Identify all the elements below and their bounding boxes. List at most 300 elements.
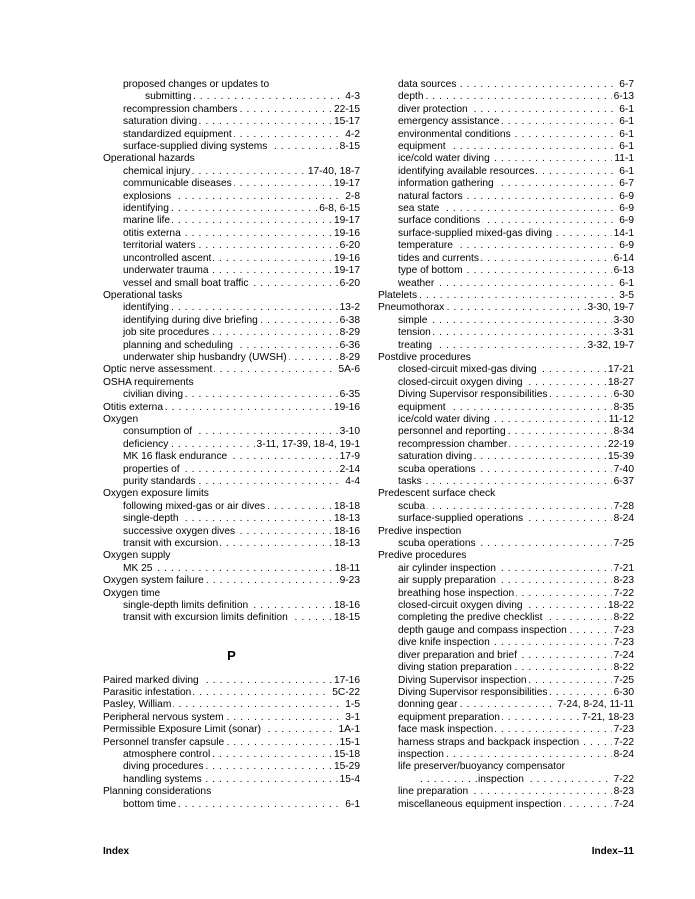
index-entry <box>103 774 360 786</box>
index-entry-page: 7-22 <box>613 736 634 748</box>
index-entry-term: depth gauge and compass inspection <box>398 624 567 636</box>
index-entry-page: 3-1 <box>345 711 360 723</box>
index-entry <box>103 724 360 736</box>
index-entry-term: tension <box>398 327 431 339</box>
index-entry-term: chemical injury <box>123 165 191 177</box>
index-entry-term: diver preparation and brief <box>398 649 517 661</box>
index-entry-page: 6-8, 6-15 <box>319 203 360 215</box>
index-entry <box>103 501 360 513</box>
index-entry-page: 17-40, 18-7 <box>307 165 360 177</box>
index-entry <box>378 513 634 525</box>
index-entry <box>378 699 634 711</box>
index-entry-term: environmental conditions <box>398 128 511 140</box>
index-entry <box>378 526 634 538</box>
index-entry-term: Oxygen time <box>103 587 161 599</box>
index-entry <box>378 749 634 761</box>
index-entry-page: 4-2 <box>345 128 360 140</box>
index-entry <box>378 327 634 339</box>
index-entry <box>103 79 360 91</box>
index-entry <box>103 364 360 376</box>
index-entry-term: information gathering <box>398 178 494 190</box>
index-entry-page: 18-22 <box>607 600 634 612</box>
index-entry <box>103 402 360 414</box>
index-entry-page: 11-12 <box>608 413 634 425</box>
index-entry <box>103 141 360 153</box>
index-entry <box>378 451 634 463</box>
index-entry-term: OSHA requirements <box>103 376 194 388</box>
index-entry-page: 18-11 <box>334 562 360 574</box>
index-entry-page: 7-40 <box>613 463 634 475</box>
index-entry <box>378 364 634 376</box>
index-entry-term: breathing hose inspection <box>398 587 515 599</box>
index-entry <box>103 687 360 699</box>
index-entry <box>378 439 634 451</box>
index-entry-term: communicable diseases <box>123 178 232 190</box>
index-entry-term: scuba <box>398 500 426 512</box>
index-entry <box>378 426 634 438</box>
index-entry-term: completing the predive checklist <box>398 612 543 624</box>
index-entry-page: 17-21 <box>607 364 634 376</box>
index-entry <box>378 538 634 550</box>
index-entry-page: 18-13 <box>333 513 360 525</box>
index-entry-term: identifying available resources <box>398 165 535 177</box>
index-entry <box>103 761 360 773</box>
index-entry <box>103 526 360 538</box>
index-entry <box>103 389 360 401</box>
index-entry-term: Pneumothorax <box>378 302 445 314</box>
index-entry <box>103 265 360 277</box>
index-entry <box>103 290 360 302</box>
index-entry <box>103 377 360 389</box>
index-entry <box>103 302 360 314</box>
index-entry <box>378 761 634 773</box>
index-entry <box>378 600 634 612</box>
index-entry-page: 15-4 <box>339 773 360 785</box>
index-entry-term: Postdive procedures <box>378 351 471 363</box>
index-entry-page: 6-1 <box>619 277 634 289</box>
index-entry-term: dive knife inspection <box>398 637 490 649</box>
index-entry-term: Pasley, William <box>103 699 172 711</box>
index-entry-page: 7-25 <box>613 538 634 550</box>
index-entry <box>103 799 360 811</box>
index-entry-page: 19-16 <box>333 227 360 239</box>
index-entry <box>103 166 360 178</box>
index-entry-term: standardized equipment <box>123 128 232 140</box>
index-entry <box>103 352 360 364</box>
index-entry-page: 22-15 <box>333 103 360 115</box>
index-entry <box>103 129 360 141</box>
index-entry-page: 6-20 <box>339 240 360 252</box>
index-entry-page: 6-14 <box>613 252 634 264</box>
index-entry-term: purity standards <box>123 476 196 487</box>
index-entry-page: 18-18 <box>333 500 360 512</box>
index-entry-page: 6-9 <box>619 215 634 227</box>
index-entry <box>378 340 634 352</box>
index-entry-page: 7-25 <box>613 674 634 686</box>
index-entry-term: bottom time <box>123 798 177 810</box>
index-entry-page: 15-39 <box>607 451 634 463</box>
index-entry <box>103 253 360 265</box>
index-entry <box>378 612 634 624</box>
index-entry-page: 3-31 <box>613 327 634 339</box>
index-entry-term: tides and currents <box>398 252 479 264</box>
index-entry-page: 8-23 <box>613 575 634 587</box>
index-entry <box>103 215 360 227</box>
index-entry-term: underwater trauma <box>123 265 209 277</box>
index-entry <box>103 786 360 798</box>
index-entry-page: 18-27 <box>607 376 634 388</box>
index-entry-page: 6-1 <box>619 128 634 140</box>
index-entry-term: successive oxygen dives <box>123 525 236 537</box>
footer-page-number: Index–11 <box>591 846 634 857</box>
index-entry <box>103 240 360 252</box>
index-entry-term: diving station preparation <box>398 662 512 674</box>
index-entry-term: marine life <box>123 215 170 227</box>
index-entry-page: 6-1 <box>619 141 634 153</box>
index-entry <box>378 129 634 141</box>
index-entry-term: weather <box>398 277 435 289</box>
index-entry-term: equipment <box>398 401 446 413</box>
index-entry <box>103 116 360 128</box>
index-entry-term: diver protection <box>398 103 468 115</box>
index-entry-page: 5A-6 <box>338 364 360 376</box>
index-entry <box>378 178 634 190</box>
index-entry <box>103 563 360 575</box>
index-entry <box>103 538 360 550</box>
index-entry-page: 7-24, 8-24, 11-11 <box>557 699 634 711</box>
index-entry-term: inspection <box>398 748 444 760</box>
index-entry <box>378 650 634 662</box>
index-entry-term: simple <box>398 314 428 326</box>
index-entry-term: single-depth <box>123 513 179 525</box>
index-entry-term: saturation diving <box>123 116 198 128</box>
index-entry <box>378 464 634 476</box>
index-entry-page: 6-7 <box>619 79 634 90</box>
index-entry-term: Predescent surface check <box>378 488 496 500</box>
index-entry-page: 6-13 <box>613 91 634 103</box>
index-entry-page: 19-17 <box>333 178 360 190</box>
index-entry-term: closed-circuit oxygen diving <box>398 600 523 612</box>
index-entry-page: 6-1 <box>619 116 634 128</box>
index-entry <box>378 265 634 277</box>
index-entry <box>103 737 360 749</box>
index-entry-page: 7-24 <box>613 649 634 661</box>
index-entry-page: 22-19 <box>607 438 634 450</box>
index-entry-term: MK 25 <box>123 562 153 574</box>
index-entry-term: Diving Supervisor inspection <box>398 674 527 686</box>
index-entry <box>103 712 360 724</box>
index-entry <box>378 290 634 302</box>
index-entry <box>378 662 634 674</box>
index-entry-term: job site procedures <box>123 327 210 339</box>
index-entry-page: 6-30 <box>613 686 634 698</box>
index-entry-page: 4-3 <box>345 91 360 103</box>
index-entry-term: uncontrolled ascent <box>123 252 212 264</box>
index-entry-page: 18-16 <box>333 600 360 612</box>
index-entry <box>378 786 634 798</box>
index-entry-page: 7-23 <box>613 637 634 649</box>
index-entry-page: 3-10 <box>339 426 360 438</box>
index-entry-term: ice/cold water diving <box>398 413 490 425</box>
index-entry-page: 18-16 <box>333 525 360 537</box>
index-entry-page: 19-16 <box>333 252 360 264</box>
index-entry-page: 19-17 <box>333 265 360 277</box>
index-entry-term: planning and scheduling <box>123 339 233 351</box>
index-entry <box>103 513 360 525</box>
index-entry-term: Peripheral nervous system <box>103 711 224 723</box>
index-entry <box>378 389 634 401</box>
index-entry <box>378 116 634 128</box>
index-entry <box>103 588 360 600</box>
index-entry-term: Otitis externa <box>103 401 164 413</box>
index-entry <box>103 315 360 327</box>
index-entry <box>378 79 634 91</box>
index-entry-page: 6-35 <box>339 389 360 401</box>
index-entry-page: 7-28 <box>613 500 634 512</box>
index-entry-term: submitting <box>145 91 192 103</box>
index-entry <box>378 91 634 103</box>
index-entry-page: 8-29 <box>339 327 360 339</box>
index-entry-page: 6-36 <box>339 339 360 351</box>
index-column-right <box>378 79 634 811</box>
index-entry-term: Predive procedures <box>378 550 467 562</box>
index-entry-term: surface-supplied mixed-gas diving <box>398 227 553 239</box>
index-entry-term: underwater ship husbandry (UWSH) <box>123 351 287 363</box>
index-entry <box>103 414 360 426</box>
index-entry-term: closed-circuit mixed-gas diving <box>398 364 537 376</box>
index-entry <box>378 687 634 699</box>
index-entry <box>378 166 634 178</box>
index-entry-page: 8-35 <box>613 401 634 413</box>
index-entry <box>378 737 634 749</box>
index-entry <box>103 203 360 215</box>
index-entry-page: 6-1 <box>619 165 634 177</box>
index-entry <box>378 315 634 327</box>
index-entry <box>103 340 360 352</box>
index-entry <box>103 153 360 165</box>
index-entry-term: handling systems <box>123 773 202 785</box>
index-entry-term: proposed changes or updates to <box>123 79 270 90</box>
index-entry-term: line preparation <box>398 786 469 798</box>
index-entry-term: treating <box>398 339 432 351</box>
index-entry-page: 6-37 <box>613 476 634 487</box>
index-entry-term: Oxygen exposure limits <box>103 488 209 500</box>
index-entry-term: harness straps and backpack inspection <box>398 736 580 748</box>
index-entry-term: data sources <box>398 79 457 90</box>
index-entry <box>103 191 360 203</box>
index-entry-page: 6-1 <box>345 798 360 810</box>
index-entry-page: 7-21 <box>613 562 634 574</box>
index-entry-term: natural factors <box>398 190 463 202</box>
index-entry <box>378 352 634 364</box>
index-entry-term: Planning considerations <box>103 786 212 798</box>
index-entry-page: 17-9 <box>339 451 360 463</box>
index-entry <box>103 228 360 240</box>
index-entry <box>103 426 360 438</box>
index-entry-term: personnel and reporting <box>398 426 506 438</box>
index-entry-term: vessel and small boat traffic <box>123 277 249 289</box>
index-entry <box>378 675 634 687</box>
index-entry-page: 6-30 <box>613 389 634 401</box>
index-entry-term: scuba operations <box>398 463 476 475</box>
index-entry <box>378 625 634 637</box>
index-entry-term: transit with excursion limits definition <box>123 612 288 624</box>
index-entry-page: 2-14 <box>339 463 360 475</box>
index-entry <box>378 414 634 426</box>
footer-section-title: Index <box>103 846 130 857</box>
index-entry-term: Diving Supervisor responsibilities <box>398 686 548 698</box>
index-entry-term: miscellaneous equipment inspection <box>398 798 562 810</box>
index-entry-term: closed-circuit oxygen diving <box>398 376 523 388</box>
index-entry-page: 6-7 <box>619 178 634 190</box>
index-entry <box>378 712 634 724</box>
index-entry <box>103 612 360 624</box>
index-entry-term: type of bottom <box>398 265 463 277</box>
index-entry <box>103 327 360 339</box>
index-entry-page: 5C-22 <box>332 686 360 698</box>
index-entry-term: Optic nerve assessment <box>103 364 213 376</box>
index-entry-page: 3-30, 19-7 <box>587 302 634 314</box>
index-entry-term: equipment <box>398 141 446 153</box>
index-entry <box>103 476 360 488</box>
index-entry-term: saturation diving <box>398 451 473 463</box>
section-letter-heading: P <box>227 648 236 664</box>
index-entry-term: otitis externa <box>123 227 181 239</box>
index-entry <box>378 240 634 252</box>
index-entry-page: 14-1 <box>613 227 634 239</box>
index-entry-page: 7-21, 18-23 <box>581 711 634 723</box>
index-entry-term: scuba operations <box>398 538 476 550</box>
index-entry <box>103 451 360 463</box>
index-entry-page: 6-13 <box>613 265 634 277</box>
index-entry-term: equipment preparation <box>398 711 500 723</box>
index-entry <box>103 600 360 612</box>
index-entry-page: 6-9 <box>619 240 634 252</box>
index-entry-term: MK 16 flask endurance <box>123 451 228 463</box>
index-entry <box>378 550 634 562</box>
index-entry <box>378 104 634 116</box>
index-entry-page: 8-29 <box>339 351 360 363</box>
index-entry-page: 3-5 <box>619 289 634 301</box>
index-entry <box>378 724 634 736</box>
index-entry-term: identifying <box>123 203 169 215</box>
index-entry <box>378 228 634 240</box>
index-entry-term: emergency assistance <box>398 116 500 128</box>
index-entry <box>378 253 634 265</box>
index-entry-page: 6-38 <box>339 314 360 326</box>
index-entry-term: deficiency <box>123 438 169 450</box>
index-entry-term: Diving Supervisor responsibilities <box>398 389 548 401</box>
index-entry-term: air cylinder inspection <box>398 562 496 574</box>
index-entry <box>378 637 634 649</box>
index-entry-term: properties of <box>123 463 180 475</box>
index-entry-term: temperature <box>398 240 453 252</box>
index-entry-term: following mixed-gas or air dives <box>123 500 266 512</box>
index-entry <box>378 278 634 290</box>
index-entry-term: Operational tasks <box>103 289 183 301</box>
index-entry-term: surface-supplied diving systems <box>123 141 268 153</box>
index-entry <box>103 278 360 290</box>
index-entry <box>103 675 360 687</box>
index-entry-term: single-depth limits definition <box>123 600 249 612</box>
index-entry-term: Personnel transfer capsule <box>103 736 225 748</box>
index-entry-term: donning gear <box>398 699 458 711</box>
index-entry <box>103 488 360 500</box>
index-entry <box>103 439 360 451</box>
index-entry <box>378 575 634 587</box>
index-entry-page: 17-16 <box>333 674 360 686</box>
index-entry-term: sea state <box>398 203 440 215</box>
index-entry-term: consumption of <box>123 426 193 438</box>
index-entry-term: life preserver/buoyancy compensator <box>398 761 566 773</box>
index-entry <box>378 153 634 165</box>
index-entry-page: 3-30 <box>613 314 634 326</box>
index-entry <box>103 699 360 711</box>
index-entry <box>103 575 360 587</box>
index-entry-term: explosions <box>123 190 172 202</box>
index-entry-term: Parasitic infestation <box>103 686 192 698</box>
index-column-left <box>103 79 360 811</box>
index-entry-page: 6-20 <box>339 277 360 289</box>
index-entry <box>378 203 634 215</box>
index-entry-term: transit with excursion <box>123 538 219 550</box>
index-entry <box>378 476 634 488</box>
index-entry-term: Predive inspection <box>378 525 462 537</box>
index-entry-term: identifying during dive briefing <box>123 314 258 326</box>
index-entry-term: Operational hazards <box>103 153 195 165</box>
index-entry <box>378 799 634 811</box>
index-entry-page: 1-5 <box>345 699 360 711</box>
index-entry <box>378 588 634 600</box>
index-entry <box>378 302 634 314</box>
index-entry-page: 15-1 <box>339 736 360 748</box>
index-entry-page: 2-8 <box>345 190 360 202</box>
index-entry <box>103 91 360 103</box>
index-entry-page: 7-22 <box>613 587 634 599</box>
index-entry-page: 7-22 <box>613 773 634 785</box>
index-entry <box>103 550 360 562</box>
index-entry-term: Paired marked diving <box>103 674 199 686</box>
index-entry-term: face mask inspection <box>398 724 494 736</box>
index-entry-term: tasks <box>398 476 422 487</box>
index-entry-term: air supply preparation <box>398 575 496 587</box>
index-entry-page: 8-24 <box>613 748 634 760</box>
index-entry <box>103 749 360 761</box>
index-entry-term: Oxygen system failure <box>103 575 204 587</box>
index-entry-page: 1A-1 <box>338 724 360 736</box>
index-entry-term: recompression chamber <box>398 438 508 450</box>
index-entry-term: ice/cold water diving <box>398 153 490 165</box>
index-entry-page: 6-9 <box>619 203 634 215</box>
index-entry <box>378 563 634 575</box>
index-entry-page: 8-15 <box>339 141 360 153</box>
index-entry <box>378 402 634 414</box>
index-entry-page: 8-23 <box>613 786 634 798</box>
index-entry-term: civilian diving <box>123 389 184 401</box>
index-entry-page: 8-22 <box>613 662 634 674</box>
index-entry-term: surface conditions <box>398 215 481 227</box>
index-entry-page: 4-4 <box>345 476 360 487</box>
index-entry-page: 9-23 <box>339 575 360 587</box>
index-entry <box>378 191 634 203</box>
index-entry-term: territorial waters <box>123 240 196 252</box>
index-entry <box>103 104 360 116</box>
index-entry-page: 19-17 <box>333 215 360 227</box>
index-entry <box>103 178 360 190</box>
index-entry-page: 6-9 <box>619 190 634 202</box>
index-entry-page: 8-24 <box>613 513 634 525</box>
index-entry-term: surface-supplied operations <box>398 513 524 525</box>
